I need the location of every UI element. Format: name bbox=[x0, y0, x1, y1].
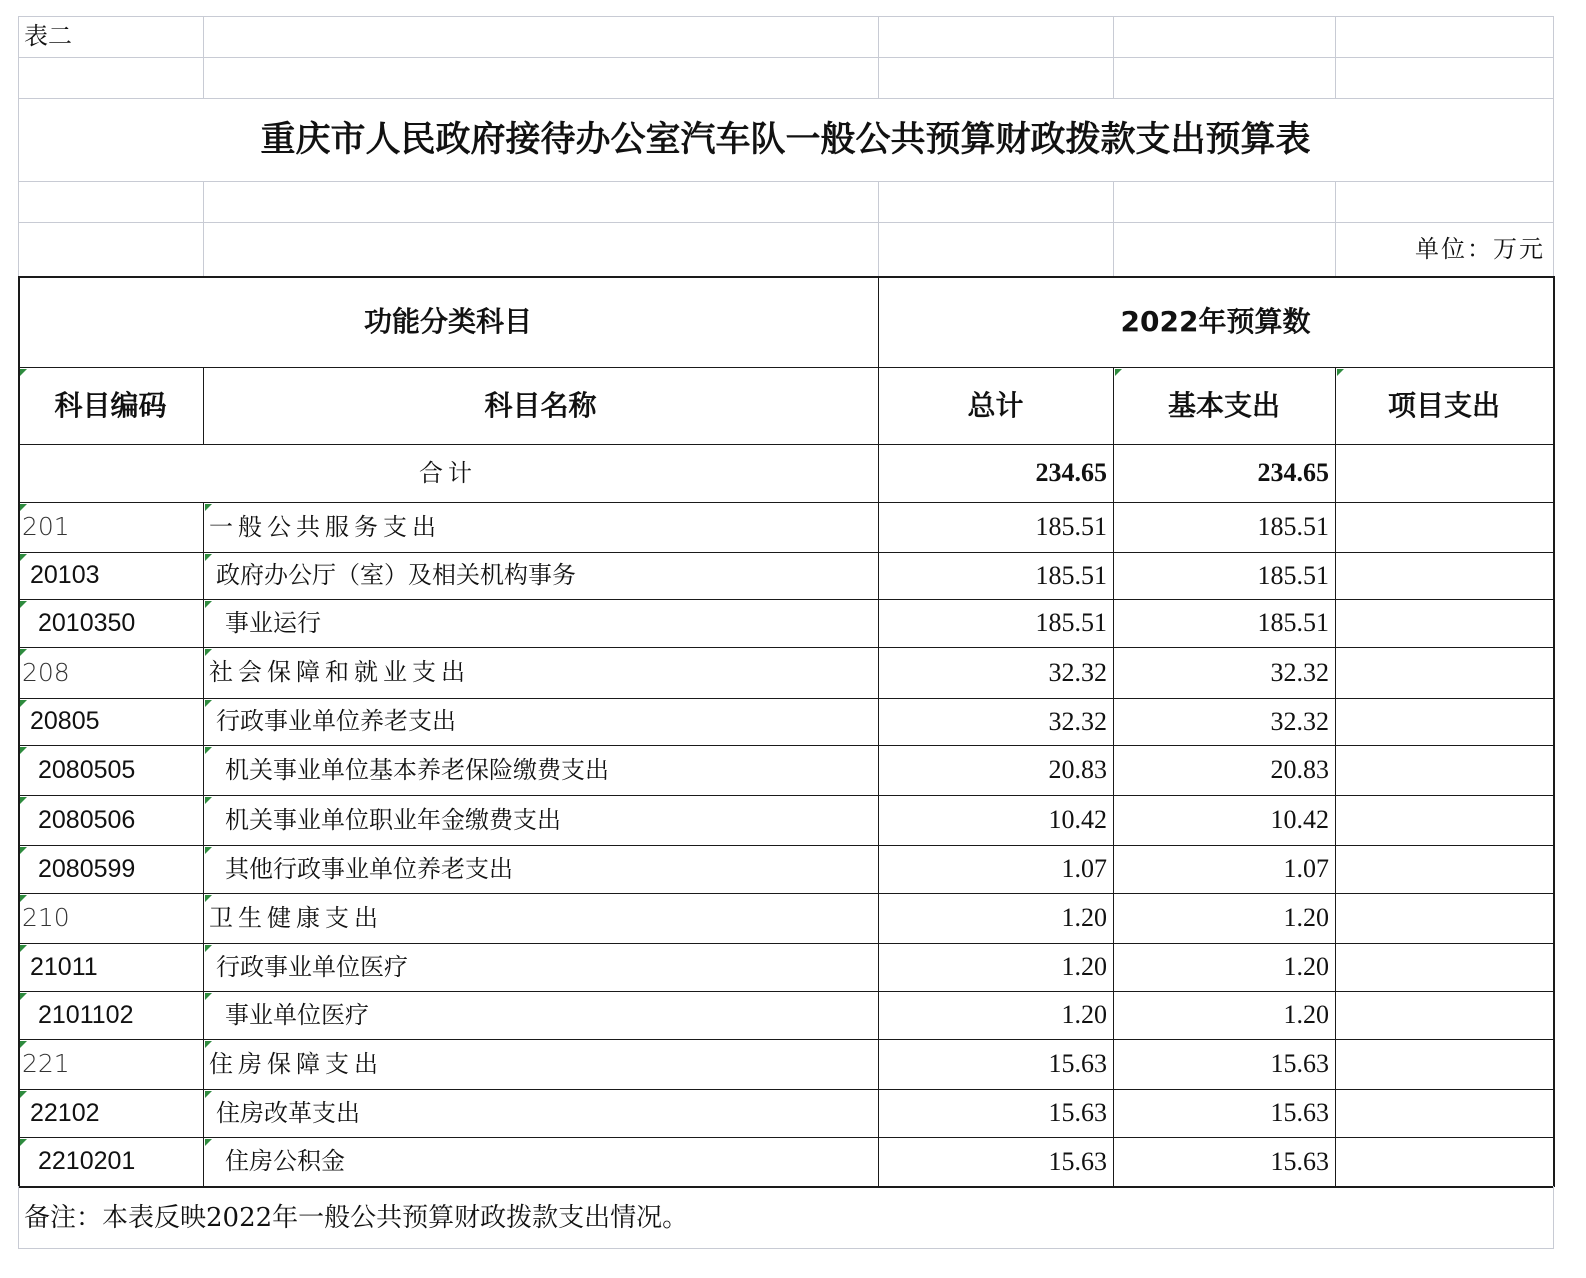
grid-line bbox=[18, 57, 1554, 58]
table-row-code: 2210201 bbox=[38, 1147, 136, 1175]
table-row-code: 2101102 bbox=[38, 1001, 134, 1029]
table-row-project bbox=[1335, 1137, 1553, 1186]
table-row-total: 1.20 bbox=[1061, 1000, 1107, 1029]
table-row-code: 22102 bbox=[30, 1099, 100, 1127]
table-row-project bbox=[1335, 1039, 1553, 1089]
table-row-code: 21011 bbox=[30, 953, 98, 981]
table-row-name: 住房改革支出 bbox=[216, 1099, 360, 1127]
table-row-name: 行政事业单位养老支出 bbox=[216, 707, 456, 735]
cell-marker-icon bbox=[20, 554, 27, 561]
table-row-name: 事业运行 bbox=[225, 609, 321, 637]
cell-marker-icon bbox=[205, 945, 212, 952]
table-row-basic: 1.20 bbox=[1283, 903, 1329, 932]
sheet-label: 表二 bbox=[24, 22, 72, 50]
cell-marker-icon bbox=[205, 601, 212, 608]
header-functional-category: 功能分类科目 bbox=[363, 305, 532, 338]
cell-marker-icon bbox=[205, 700, 212, 707]
cell-marker-icon bbox=[205, 1091, 212, 1098]
table-row-total: 32.32 bbox=[1048, 658, 1107, 687]
grid-line bbox=[1553, 16, 1554, 277]
table-row-code: 2080506 bbox=[38, 806, 136, 834]
table-row-code: 2080599 bbox=[38, 855, 136, 883]
table-row-basic: 15.63 bbox=[1270, 1049, 1329, 1078]
header-name: 科目名称 bbox=[484, 389, 597, 422]
table-row-name: 其他行政事业单位养老支出 bbox=[225, 855, 513, 883]
table-row-total: 1.07 bbox=[1061, 854, 1107, 883]
table-row-code: 2010350 bbox=[38, 609, 136, 637]
cell-marker-icon bbox=[205, 847, 212, 854]
table-row-basic: 32.32 bbox=[1270, 707, 1329, 736]
cell-marker-icon bbox=[205, 1041, 212, 1048]
header-basic: 基本支出 bbox=[1167, 389, 1280, 422]
table-row-total: 1.20 bbox=[1061, 952, 1107, 981]
grid-line bbox=[18, 1248, 1554, 1249]
table-row-basic: 15.63 bbox=[1270, 1147, 1329, 1176]
table-row-name: 社会保障和就业支出 bbox=[209, 658, 470, 686]
table-row-basic: 1.20 bbox=[1283, 952, 1329, 981]
grid-line bbox=[203, 16, 204, 99]
table-row-total: 185.51 bbox=[1035, 512, 1107, 541]
cell-marker-icon bbox=[20, 993, 27, 1000]
table-row-code: 2080505 bbox=[38, 756, 136, 784]
table-row-code: 20103 bbox=[30, 561, 100, 589]
table-row-name: 卫生健康支出 bbox=[209, 904, 383, 932]
total-row-project bbox=[1335, 444, 1553, 502]
table-row-total: 185.51 bbox=[1035, 608, 1107, 637]
cell-marker-icon bbox=[20, 504, 27, 511]
table-row-project bbox=[1335, 502, 1553, 552]
grid-line bbox=[18, 222, 1554, 223]
cell-marker-icon bbox=[205, 797, 212, 804]
table-row-total: 20.83 bbox=[1048, 755, 1107, 784]
grid-line bbox=[878, 16, 879, 99]
cell-marker-icon bbox=[20, 1041, 27, 1048]
table-row-total: 15.63 bbox=[1048, 1098, 1107, 1127]
cell-marker-icon bbox=[20, 649, 27, 656]
table-row-project bbox=[1335, 1089, 1553, 1137]
table-row-project bbox=[1335, 552, 1553, 599]
table-row-basic: 185.51 bbox=[1257, 561, 1329, 590]
cell-marker-icon bbox=[205, 649, 212, 656]
header-project: 项目支出 bbox=[1387, 389, 1500, 422]
table-row-basic: 185.51 bbox=[1257, 608, 1329, 637]
table-row-project bbox=[1335, 845, 1553, 893]
header-budget-year: 2022年预算数 bbox=[1120, 305, 1311, 338]
table-row-basic: 10.42 bbox=[1270, 805, 1329, 834]
table-row-project bbox=[1335, 698, 1553, 745]
grid-line bbox=[878, 181, 879, 277]
grid-line bbox=[1553, 1186, 1554, 1249]
table-row-code: 221 bbox=[22, 1049, 70, 1078]
cell-marker-icon bbox=[205, 993, 212, 1000]
cell-marker-icon bbox=[20, 601, 27, 608]
cell-marker-icon bbox=[20, 1139, 27, 1146]
grid-line bbox=[1113, 181, 1114, 277]
table-row-code: 20805 bbox=[30, 707, 100, 735]
cell-marker-icon bbox=[20, 1091, 27, 1098]
table-row-name: 政府办公厅（室）及相关机构事务 bbox=[216, 561, 576, 589]
table-row-name: 行政事业单位医疗 bbox=[216, 953, 408, 981]
table-row-code: 208 bbox=[22, 658, 70, 687]
budget-sheet bbox=[18, 16, 1574, 1262]
table-row-project bbox=[1335, 745, 1553, 795]
unit-label: 单位：万元 bbox=[1415, 235, 1545, 263]
table-row-project bbox=[1335, 943, 1553, 991]
table-row-project bbox=[1335, 647, 1553, 698]
footnote: 备注：本表反映2022年一般公共预算财政拨款支出情况。 bbox=[24, 1203, 689, 1233]
cell-marker-icon bbox=[205, 1139, 212, 1146]
table-row-basic: 32.32 bbox=[1270, 658, 1329, 687]
table-row-name: 一般公共服务支出 bbox=[209, 513, 441, 541]
table-row-basic: 20.83 bbox=[1270, 755, 1329, 784]
cell-marker-icon bbox=[20, 747, 27, 754]
cell-marker-icon bbox=[20, 895, 27, 902]
table-row-name: 住房保障支出 bbox=[209, 1050, 383, 1078]
total-row-total: 234.65 bbox=[1035, 458, 1107, 487]
cell-marker-icon bbox=[205, 504, 212, 511]
cell-marker-icon bbox=[1115, 369, 1122, 376]
table-row-basic: 15.63 bbox=[1270, 1098, 1329, 1127]
table-row-basic: 185.51 bbox=[1257, 512, 1329, 541]
table-row-name: 机关事业单位基本养老保险缴费支出 bbox=[225, 756, 609, 784]
total-row-label: 合计 bbox=[419, 459, 477, 487]
table-row-total: 15.63 bbox=[1048, 1049, 1107, 1078]
table-row-total: 15.63 bbox=[1048, 1147, 1107, 1176]
cell-marker-icon bbox=[205, 895, 212, 902]
table-row-total: 185.51 bbox=[1035, 561, 1107, 590]
cell-marker-icon bbox=[20, 700, 27, 707]
cell-marker-icon bbox=[20, 847, 27, 854]
header-total: 总计 bbox=[967, 389, 1024, 422]
table-row-name: 事业单位医疗 bbox=[225, 1001, 369, 1029]
table-border bbox=[1553, 276, 1555, 1187]
grid-line bbox=[18, 181, 1554, 182]
grid-line bbox=[1335, 16, 1336, 99]
total-row-basic: 234.65 bbox=[1257, 458, 1329, 487]
table-row-project bbox=[1335, 599, 1553, 647]
cell-marker-icon bbox=[205, 747, 212, 754]
table-row-project bbox=[1335, 991, 1553, 1039]
cell-marker-icon bbox=[205, 554, 212, 561]
table-row-code: 210 bbox=[22, 903, 70, 932]
page-title: 重庆市人民政府接待办公室汽车队一般公共预算财政拨款支出预算表 bbox=[260, 119, 1311, 160]
grid-line bbox=[1113, 16, 1114, 99]
table-row-total: 1.20 bbox=[1061, 903, 1107, 932]
cell-marker-icon bbox=[1337, 369, 1344, 376]
table-row-name: 住房公积金 bbox=[225, 1147, 345, 1175]
table-row-total: 32.32 bbox=[1048, 707, 1107, 736]
table-row-basic: 1.07 bbox=[1283, 854, 1329, 883]
header-code: 科目编码 bbox=[54, 389, 167, 422]
table-row-code: 201 bbox=[22, 512, 70, 541]
cell-marker-icon bbox=[20, 369, 27, 376]
table-row-name: 机关事业单位职业年金缴费支出 bbox=[225, 806, 561, 834]
table-row-project bbox=[1335, 893, 1553, 943]
table-row-basic: 1.20 bbox=[1283, 1000, 1329, 1029]
cell-marker-icon bbox=[20, 797, 27, 804]
grid-line bbox=[203, 181, 204, 277]
table-row-total: 10.42 bbox=[1048, 805, 1107, 834]
table-row-project bbox=[1335, 795, 1553, 845]
cell-marker-icon bbox=[20, 945, 27, 952]
grid-line bbox=[18, 16, 1554, 17]
